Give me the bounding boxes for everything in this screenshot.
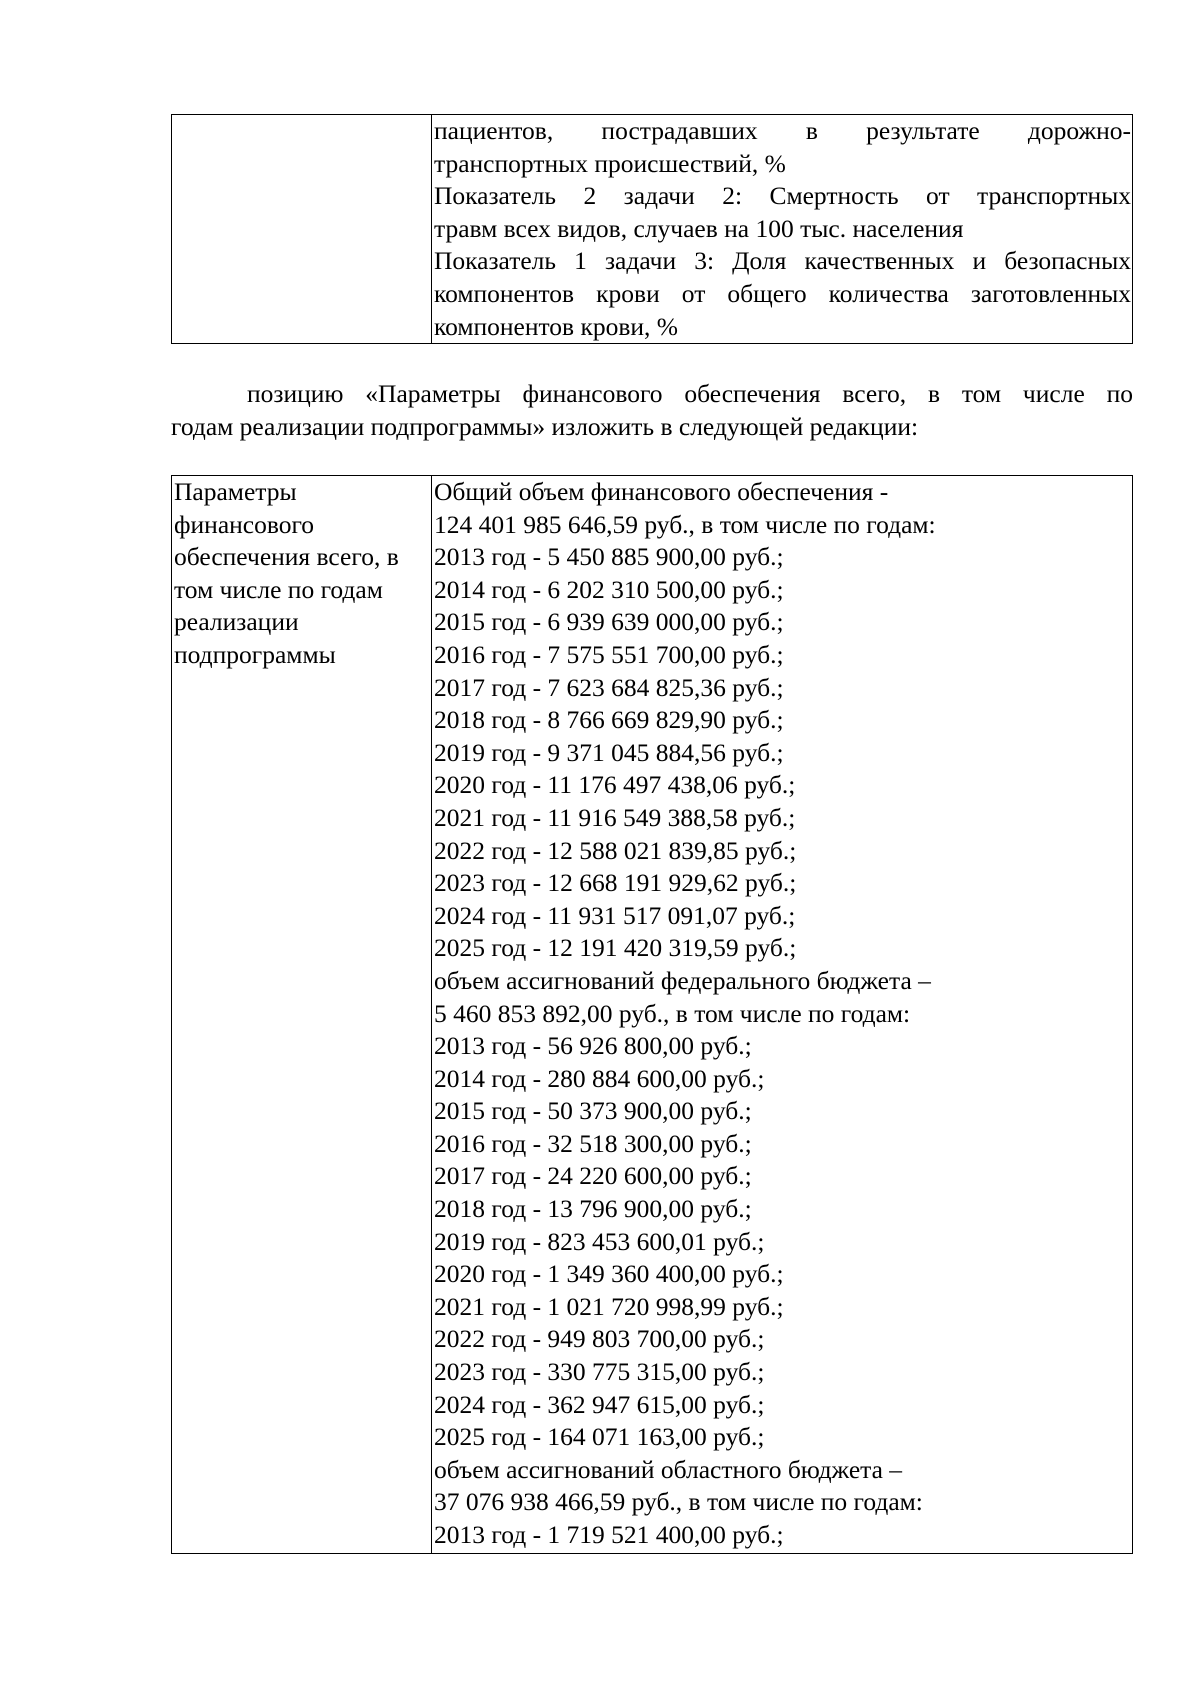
text-line: компонентов крови от общего количества заготовленных <box>434 278 1131 308</box>
text-line: Показатель 2 задачи 2: Смертность от транспортных <box>434 181 1131 211</box>
text-line: пациентов, пострадавших в результате дорожно- <box>434 116 1131 145</box>
text-line: обеспечения всего, в <box>174 542 399 572</box>
text-line: 2014 год - 6 202 310 500,00 руб.; <box>434 574 784 604</box>
text-line: 2013 год - 1 719 521 400,00 руб.; <box>434 1520 784 1549</box>
text-line: 2019 год - 9 371 045 884,56 руб.; <box>434 737 784 767</box>
text-line: 2019 год - 823 453 600,01 руб.; <box>434 1226 765 1256</box>
table-row <box>172 476 1133 1554</box>
instruction-paragraph <box>171 378 1133 443</box>
text-line: 2025 год - 12 191 420 319,59 руб.; <box>434 933 797 963</box>
text-line: объем ассигнований областного бюджета – <box>434 1454 903 1484</box>
text-line: 2016 год - 32 518 300,00 руб.; <box>434 1128 752 1158</box>
text-line: 37 076 938 466,59 руб., в том числе по годам: <box>434 1487 923 1517</box>
text-line: реализации <box>174 607 299 637</box>
indicators-table-fragment <box>171 114 1133 344</box>
text-line: 2020 год - 11 176 497 438,06 руб.; <box>434 770 796 800</box>
text-line: 2023 год - 330 775 315,00 руб.; <box>434 1357 765 1387</box>
text-line: финансового <box>174 509 315 539</box>
text-line: 2017 год - 7 623 684 825,36 руб.; <box>434 672 784 702</box>
text-line: 124 401 985 646,59 руб., в том числе по годам: <box>434 509 936 539</box>
text-line: 2017 год - 24 220 600,00 руб.; <box>434 1161 752 1191</box>
text-line: 2018 год - 13 796 900,00 руб.; <box>434 1194 752 1224</box>
text-line: 2021 год - 1 021 720 998,99 руб.; <box>434 1291 784 1321</box>
text-line: 2020 год - 1 349 360 400,00 руб.; <box>434 1259 784 1289</box>
text-line: 2016 год - 7 575 551 700,00 руб.; <box>434 639 784 669</box>
text-line: подпрограммы <box>174 639 336 669</box>
table-row <box>172 115 1133 344</box>
text-line: 2015 год - 6 939 639 000,00 руб.; <box>434 607 784 637</box>
text-line: 2024 год - 362 947 615,00 руб.; <box>434 1389 765 1419</box>
text-line: 2024 год - 11 931 517 091,07 руб.; <box>434 900 796 930</box>
text-line: 2013 год - 56 926 800,00 руб.; <box>434 1031 752 1061</box>
text-line: 2022 год - 12 588 021 839,85 руб.; <box>434 835 797 865</box>
paragraph-line: позицию «Параметры финансового обеспечения всего, в том числе по <box>247 379 1133 408</box>
text-line: Параметры <box>174 477 297 506</box>
table-1-left-cell <box>172 115 432 344</box>
text-line: 2018 год - 8 766 669 829,90 руб.; <box>434 705 784 735</box>
text-line: компонентов крови, % <box>434 311 679 341</box>
text-line: 2023 год - 12 668 191 929,62 руб.; <box>434 868 797 898</box>
parameter-name-cell <box>172 476 432 1554</box>
text-line: травм всех видов, случаев на 100 тыс. населения <box>434 213 964 243</box>
text-line: том числе по годам <box>174 574 383 604</box>
text-line: 2015 год - 50 373 900,00 руб.; <box>434 1096 752 1126</box>
table-1-right-cell <box>432 115 1133 344</box>
text-line: 2014 год - 280 884 600,00 руб.; <box>434 1063 765 1093</box>
text-line: 2022 год - 949 803 700,00 руб.; <box>434 1324 765 1354</box>
text-line: Общий объем финансового обеспечения - <box>434 477 889 506</box>
parameter-value-cell <box>432 476 1133 1554</box>
text-line: 2013 год - 5 450 885 900,00 руб.; <box>434 542 784 572</box>
text-line: Показатель 1 задачи 3: Доля качественных и безопасных <box>434 246 1131 276</box>
text-line: объем ассигнований федерального бюджета – <box>434 965 931 995</box>
text-line: 2025 год - 164 071 163,00 руб.; <box>434 1422 765 1452</box>
text-line: 5 460 853 892,00 руб., в том числе по годам: <box>434 998 911 1028</box>
text-line: 2021 год - 11 916 549 388,58 руб.; <box>434 802 796 832</box>
financing-parameters-table <box>171 475 1133 1554</box>
text-line: транспортных происшествий, % <box>434 148 786 178</box>
paragraph-line: годам реализации подпрограммы» изложить в следующей редакции: <box>171 411 919 441</box>
